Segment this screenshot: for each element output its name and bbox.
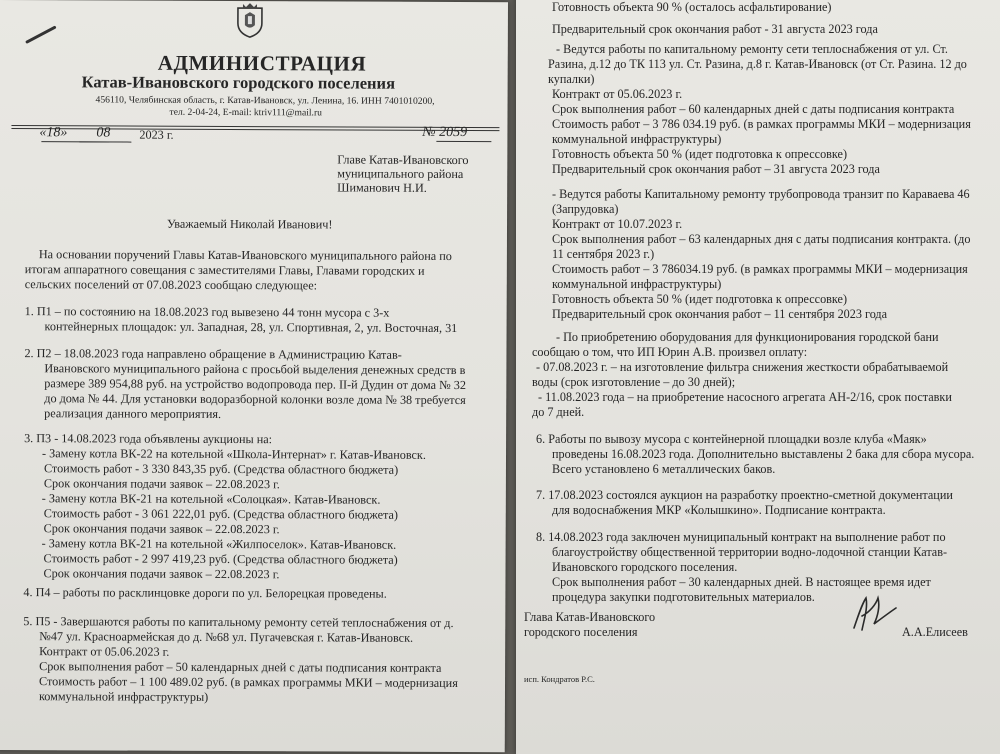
item6-line-1: 6. Работы по вывозу мусора с контейнерной площадки возле клуба «Маяк»: [536, 432, 927, 446]
block-b-line-7: коммунальной инфраструктуры): [552, 277, 722, 291]
item2-line-2: Ивановского муниципального района с просьбой выделения денежных средств в: [44, 361, 466, 378]
executor-note: исп. Кондратов Р.С.: [524, 674, 595, 684]
item7-line-2: для водоснабжения МКР «Колышкино». Подписание контракта.: [552, 503, 886, 517]
item1-line-2: контейнерных площадок: ул. Западная, 28, ул. Спортивная, 2, ул. Восточная, 31: [44, 319, 458, 335]
signature-title-2: городского поселения: [524, 625, 638, 639]
item6-line-2: проведены 16.08.2023 года. Дополнительно выставлены 2 бака для сбора мусора.: [552, 447, 975, 461]
item5-line-3: Контракт от 05.06.2023 г.: [39, 644, 170, 659]
addressee-line-2: муниципального района: [337, 166, 464, 182]
item3-line-4: Срок окончания подачи заявок – 22.08.2023 г.: [43, 476, 280, 492]
item1-line-1: 1. П1 – по состоянию на 18.08.2023 год вывезено 44 тонн мусора с 3-х: [24, 304, 390, 320]
item8-line-1: 8. 14.08.2023 года заключен муниципальный контракт на выполнение работ по: [536, 530, 946, 544]
item3-line-5: - Замену котла ВК-21 на котельной «Солоцкая». Катав-Ивановск.: [41, 491, 381, 507]
block-a-line-4: Контракт от 05.06.2023 г.: [552, 87, 683, 101]
block-a-line-7: коммунальной инфраструктуры): [552, 132, 722, 146]
coat-of-arms-icon: [235, 3, 265, 39]
date-year: 2023 г.: [139, 127, 174, 142]
org-address: 456110, Челябинская область, г. Катав-Ивановск, ул. Ленина, 16. ИНН 7401010200,: [95, 94, 435, 107]
block-b-line-6: Стоимость работ – 3 786034.19 руб. (в рамках программы МКИ – модернизация: [552, 262, 968, 276]
item8-line-2: благоустройству общественной территории водно-лодочной станции Катав-: [552, 545, 948, 559]
block-b-line-5: 11 сентября 2023 г.): [552, 247, 655, 261]
signatory-name: А.А.Елисеев: [902, 625, 968, 639]
block-a-line-3: купалки): [548, 72, 595, 86]
block-b-line-2: (Запрудовка): [552, 202, 619, 216]
item3-line-8: - Замену котла ВК-21 на котельной «Жилпоселок». Катав-Ивановск.: [41, 536, 397, 552]
block-a-line-2: Разина, д.12 до ТК 113 ул. Ст. Разина, д.8 г. Катав-Ивановск (от Ст. Разина. 12 до: [548, 57, 967, 71]
document-number: № 2059: [422, 124, 468, 141]
pen-stroke-mark: [25, 25, 56, 43]
item8-line-5: процедура закупки подготовительных материалов.: [552, 590, 815, 604]
item3-line-2: - Замену котла ВК-22 на котельной «Школа-Интернат» г. Катав-Ивановск.: [41, 446, 426, 462]
block-c-line-1: - По приобретению оборудования для функционирования городской бани: [556, 330, 939, 344]
org-subtitle: Катав-Ивановского городского поселения: [81, 72, 396, 93]
item5-line-6: коммунальной инфраструктуры): [38, 689, 209, 704]
item2-line-4: до дома № 44. Для установки водоразборной колонки возле дома № 38 требуется: [44, 391, 466, 408]
block-a-line-5: Срок выполнения работ – 60 календарных дней с даты подписания контракта: [552, 102, 955, 116]
handwritten-signature: [848, 594, 900, 634]
org-contacts: тел. 2-04-24, E-mail: ktriv111@mail.ru: [169, 106, 322, 119]
item5-line-1: 5. П5 - Завершаются работы по капитальному ремонту сетей теплоснабжения от д.: [23, 614, 454, 630]
org-title: АДМИНИСТРАЦИЯ: [157, 50, 367, 76]
intro-line-2: итогам аппаратного совещания с заместителями Главы, Главами городских и: [24, 262, 425, 278]
signature-title-1: Глава Катав-Ивановского: [524, 610, 656, 624]
addressee-line-1: Главе Катав-Ивановского: [337, 152, 469, 168]
block-b-line-3: Контракт от 10.07.2023 г.: [552, 217, 683, 231]
block-a-line-9: Предварительный срок окончания работ – 31 августа 2023 года: [552, 162, 880, 176]
item2-line-5: реализация данного мероприятия.: [44, 406, 222, 421]
addressee-line-3: Шиманович Н.И.: [337, 180, 427, 195]
block-c-line-5: - 11.08.2023 года – на приобретение насосного агрегата АН-2/16, срок поставки: [538, 390, 952, 404]
date-day: «18»: [39, 125, 68, 141]
item6-line-3: Всего установлено 6 металлических баков.: [552, 462, 776, 476]
item3-line-6: Стоимость работ - 3 061 222,01 руб. (Средства областного бюджета): [43, 506, 398, 522]
item5-line-2: №47 ул. Красноармейская до д. №68 ул. Пугачевская г. Катав-Ивановск.: [39, 629, 414, 645]
item3-line-10: Срок окончания подачи заявок – 22.08.2023 г.: [43, 566, 280, 582]
item5-line-5: Стоимость работ – 1 100 489.02 руб. (в рамках программы МКИ – модернизация: [38, 674, 458, 691]
block-c-line-6: до 7 дней.: [532, 405, 585, 419]
item5-line-4: Срок выполнения работ – 50 календарных дней с даты подписания контракта: [39, 659, 442, 675]
item3-line-9: Стоимость работ - 2 997 419,23 руб. (Средства областного бюджета): [43, 551, 398, 567]
item7-line-1: 7. 17.08.2023 состоялся аукцион на разработку проектно-сметной документации: [536, 488, 953, 502]
item8-line-4: Срок выполнения работ – 30 календарных дней. В настоящее время идет: [552, 575, 931, 589]
block-c-line-3: - 07.08.2023 г. – на изготовление фильтра снижения жесткости обрабатываемой: [536, 360, 949, 374]
block-c-line-2: сообщаю о том, что ИП Юрин А.В. произвел оплату:: [532, 345, 808, 359]
item3-line-1: 3. П3 - 14.08.2023 года объявлены аукционы на:: [24, 431, 273, 447]
date-month: 08: [96, 125, 111, 141]
item4-line: 4. П4 – работы по расклинцовке дороги по ул. Белорецкая проведены.: [23, 585, 387, 601]
block-a-line-1: - Ведутся работы по капитальному ремонту сети теплоснабжения от ул. Ст.: [556, 42, 948, 56]
letter-page-2: [516, 0, 1000, 754]
block-b-line-9: Предварительный срок окончания работ – 11 сентября 2023 года: [552, 307, 888, 321]
block-b-line-1: - Ведутся работы Капитальному ремонту трубопровода транзит по Караваева 46: [552, 187, 970, 201]
intro-line-3: сельских поселений от 07.08.2023 сообщаю следующее:: [24, 277, 318, 293]
block-b-line-8: Готовность объекта 50 % (идет подготовка к опрессовке): [552, 292, 848, 306]
top-block-line-1: Готовность объекта 90 % (осталось асфальтирование): [552, 0, 832, 14]
block-a-line-6: Стоимость работ – 3 786 034.19 руб. (в рамках программы МКИ – модернизация: [552, 117, 971, 131]
intro-line-1: На основании поручений Главы Катав-Ивановского муниципального района по: [38, 247, 452, 263]
item3-line-7: Срок окончания подачи заявок – 22.08.2023 г.: [43, 521, 280, 537]
block-a-line-8: Готовность объекта 50 % (идет подготовка к опрессовке): [552, 147, 848, 161]
block-c-line-4: воды (срок изготовление – до 30 дней);: [532, 375, 736, 389]
item8-line-3: Ивановского городского поселения.: [552, 560, 738, 574]
block-b-line-4: Срок выполнения работ – 63 календарных дня с даты подписания контракта. (до: [552, 232, 971, 246]
greeting: Уважаемый Николай Иванович!: [166, 216, 333, 232]
item3-line-3: Стоимость работ - 3 330 843,35 руб. (Средства областного бюджета): [43, 461, 399, 477]
top-block-line-2: Предварительный срок окончания работ - 31 августа 2023 года: [552, 22, 878, 36]
item2-line-1: 2. П2 – 18.08.2023 года направлено обращение в Администрацию Катав-: [24, 346, 402, 362]
item2-line-3: размере 389 954,88 руб. на устройство водопровода пер. II-й Дудин от дома № 32: [44, 376, 467, 393]
